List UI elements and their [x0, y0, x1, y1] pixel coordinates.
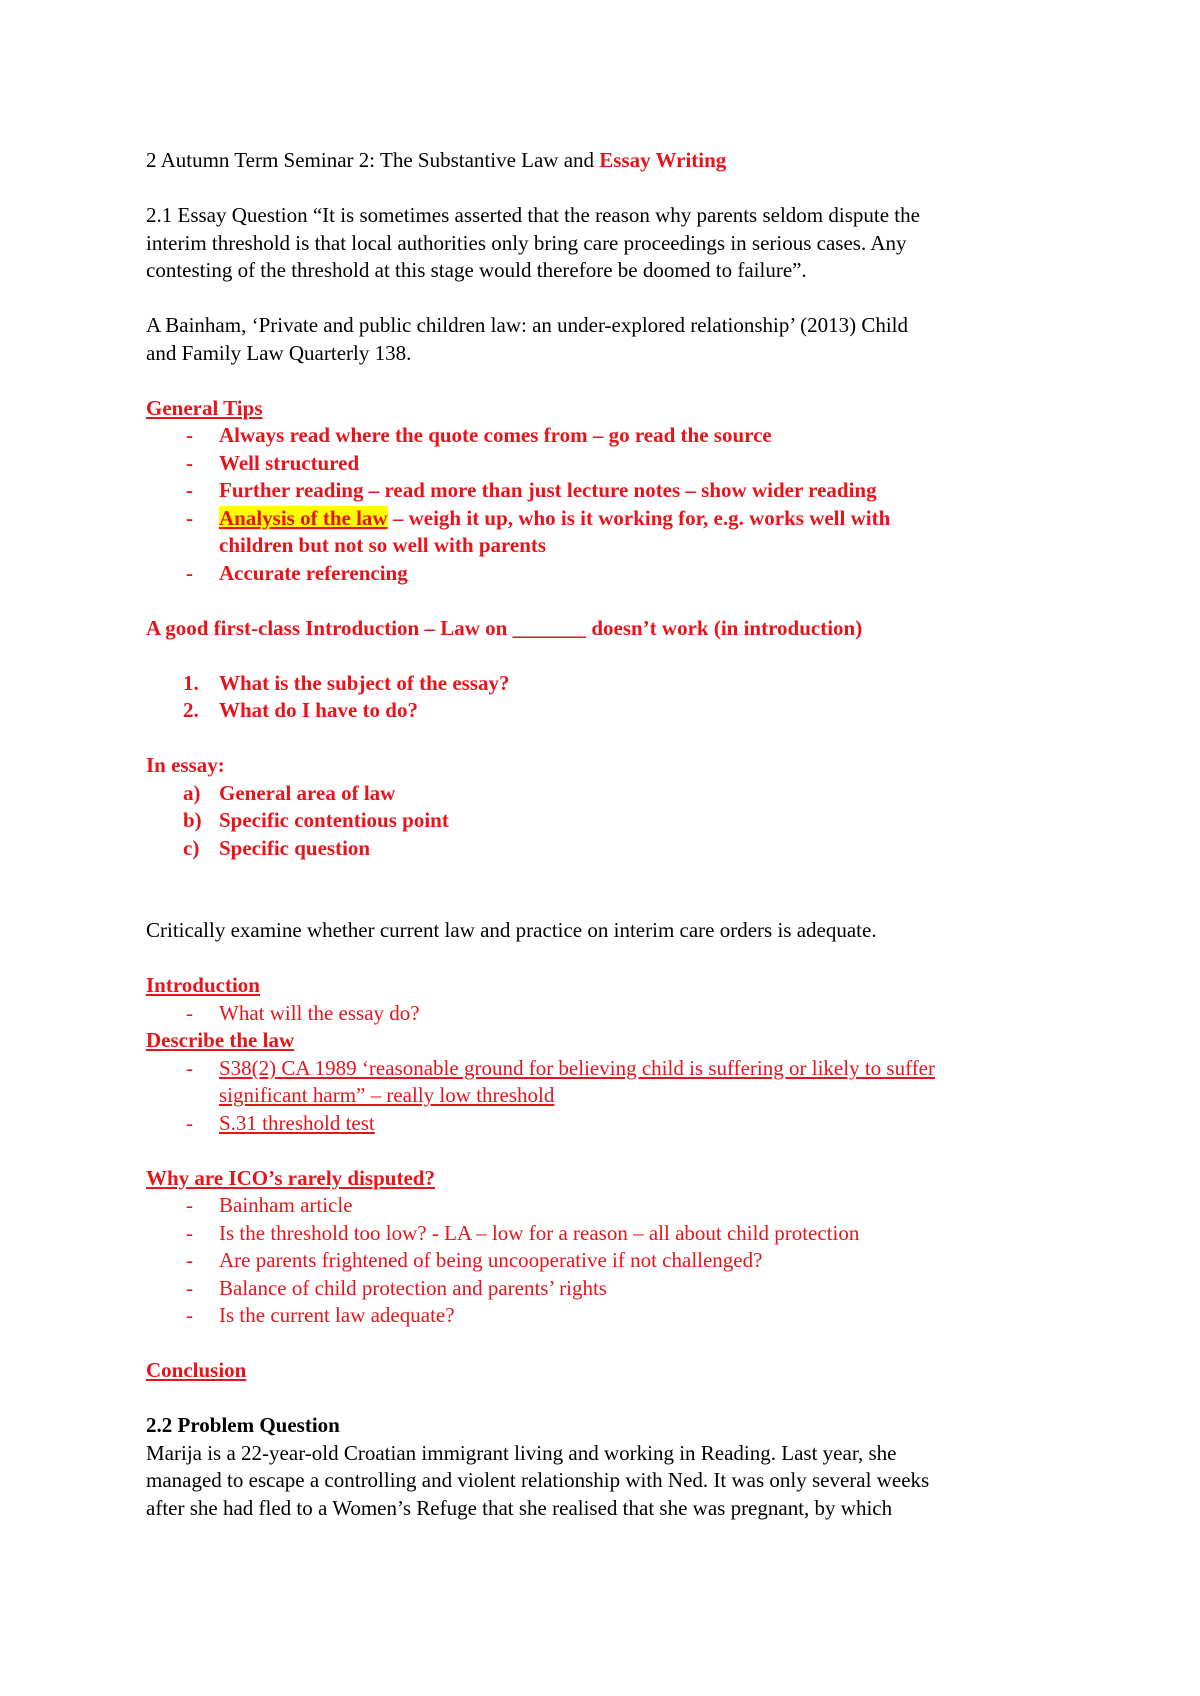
list-item-text: Is the threshold too low? - LA – low for a reason – all about child protection [219, 1220, 860, 1245]
list-item-text-line: S38(2) CA 1989 ‘reasonable ground for believing child is suffering or likely to suffer [219, 1055, 935, 1080]
list-item-text: Specific contentious point [219, 808, 449, 832]
list-item [146, 1000, 1076, 1028]
bullet-dash: - [186, 1248, 193, 1272]
list-item-text: Well structured [219, 450, 360, 475]
general-tips-heading: General Tips [146, 395, 263, 420]
citation [146, 312, 1076, 367]
essay-question-line: contesting of the threshold at this stage would therefore be doomed to failure”. [146, 258, 807, 282]
bullet-dash: - [186, 1193, 193, 1217]
list-letter: b) [183, 808, 202, 832]
lettered-list [146, 780, 1076, 863]
bullet-dash: - [186, 505, 193, 530]
list-item [146, 1302, 1076, 1330]
list-item-text: Further reading – read more than just lecture notes – show wider reading [219, 478, 877, 502]
list-item-text: Accurate referencing [219, 560, 408, 585]
list-number: 1. [183, 670, 199, 695]
bullet-dash: - [186, 560, 193, 585]
list-item-text [219, 505, 890, 560]
citation-line: A Bainham, ‘Private and public children law: an under-explored relationship’ (2013) Child [146, 313, 908, 337]
essay-question-line: 2.1 Essay Question “It is sometimes asserted that the reason why parents seldom dispute the [146, 203, 920, 227]
bullet-dash: - [186, 423, 193, 447]
list-item [146, 670, 1076, 698]
list-item [146, 1055, 1076, 1110]
list-item-text: What do I have to do? [219, 698, 418, 722]
list-item-text: General area of law [219, 780, 396, 805]
bullet-dash: - [186, 1000, 193, 1025]
bullet-dash: - [186, 1303, 193, 1327]
why-ico-heading: Why are ICO’s rarely disputed? [146, 1165, 435, 1190]
in-essay-heading: In essay: [146, 753, 225, 777]
list-item-text: What is the subject of the essay? [219, 670, 510, 695]
general-tips-list [146, 422, 1076, 587]
list-item-text-cont: children but not so well with parents [219, 533, 547, 557]
document-body [146, 147, 1076, 1522]
problem-question-line: after she had fled to a Women’s Refuge that she realised that she was pregnant, by which [146, 1495, 893, 1520]
list-item-text-cont: significant harm” – really low threshold [219, 1083, 555, 1107]
list-item [146, 807, 1076, 835]
bullet-dash: - [186, 450, 193, 475]
list-item [146, 697, 1076, 725]
list-item [146, 422, 1076, 450]
citation-line: and Family Law Quarterly 138. [146, 340, 412, 365]
describe-law-heading: Describe the law [146, 1028, 295, 1052]
list-item [146, 780, 1076, 808]
highlighted-text: Analysis of the law [219, 505, 388, 530]
bullet-dash: - [186, 1275, 193, 1300]
problem-question-line: Marija is a 22-year-old Croatian immigrant living and working in Reading. Last year, she [146, 1440, 897, 1465]
list-item [146, 477, 1076, 505]
introduction-heading: Introduction [146, 973, 260, 997]
list-item-text: Always read where the quote comes from – go read the source [219, 423, 772, 447]
list-item [146, 1220, 1076, 1248]
list-item [146, 1110, 1076, 1138]
why-ico-list [146, 1192, 1076, 1330]
list-item-text [219, 1055, 935, 1110]
bullet-dash: - [186, 478, 193, 502]
list-item-text: S.31 threshold test [219, 1110, 375, 1135]
list-item [146, 1192, 1076, 1220]
essay-question [146, 202, 1076, 285]
problem-question-text [146, 1440, 1076, 1523]
bullet-dash: - [186, 1110, 193, 1135]
list-letter: c) [183, 835, 200, 860]
list-item [146, 505, 1076, 560]
list-item [146, 1275, 1076, 1303]
list-item [146, 1247, 1076, 1275]
list-item [146, 560, 1076, 588]
essay-question-line: interim threshold is that local authorities only bring care proceedings in serious cases. Any [146, 230, 907, 255]
list-item-text: Bainham article [219, 1193, 353, 1217]
list-item-text: What will the essay do? [219, 1000, 420, 1025]
bullet-dash: - [186, 1220, 193, 1245]
list-item [146, 835, 1076, 863]
list-letter: a) [183, 780, 201, 805]
problem-question-line: managed to escape a controlling and violent relationship with Ned. It was only several weeks [146, 1468, 930, 1492]
list-number: 2. [183, 698, 199, 722]
numbered-list [146, 670, 1076, 725]
list-item-text: Are parents frightened of being uncooperative if not challenged? [219, 1248, 763, 1272]
essay-task: Critically examine whether current law and practice on interim care orders is adequate. [146, 918, 877, 942]
heading-highlight: Essay Writing [599, 148, 727, 172]
introduction-guidance-heading: A good first-class Introduction – Law on _______ doesn’t work (in introduction) [146, 615, 863, 640]
list-item-text: Balance of child protection and parents’ rights [219, 1275, 607, 1300]
list-item-text: Specific question [219, 835, 371, 860]
section-heading [146, 147, 1076, 175]
list-item-text-rest: – weigh it up, who is it working for, e.g. works well with [387, 505, 891, 530]
bullet-dash: - [186, 1055, 193, 1080]
problem-question-heading: 2.2 Problem Question [146, 1413, 340, 1437]
list-item [146, 450, 1076, 478]
list-item-text: Is the current law adequate? [219, 1303, 455, 1327]
heading-prefix: 2 Autumn Term Seminar 2: The Substantive Law and [146, 148, 600, 172]
conclusion-heading: Conclusion [146, 1358, 247, 1382]
